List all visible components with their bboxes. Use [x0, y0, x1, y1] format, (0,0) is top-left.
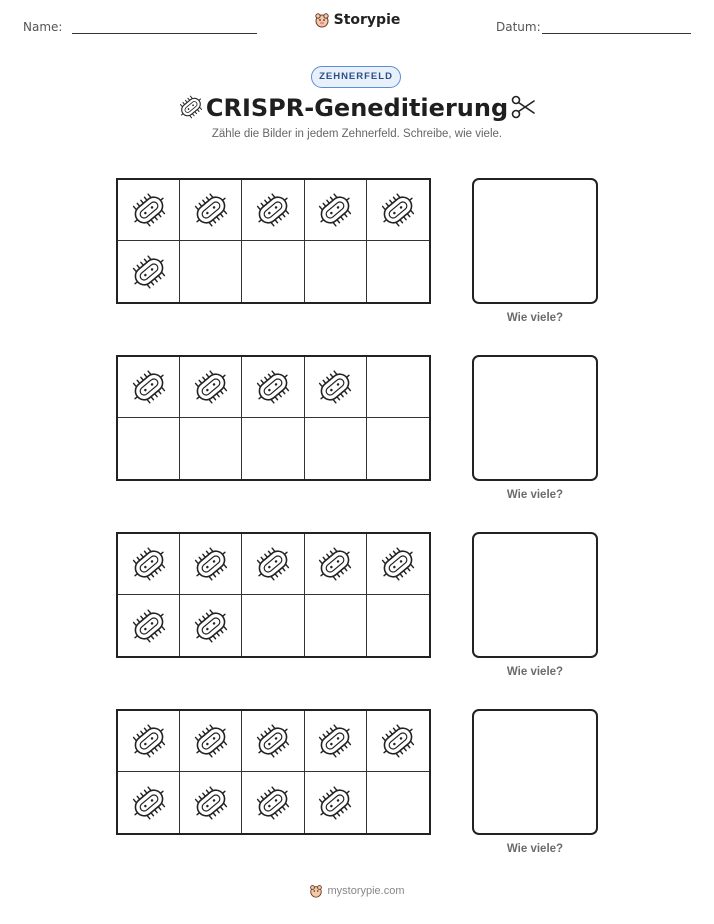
bacterium-icon	[316, 191, 354, 229]
bacterium-icon	[130, 722, 168, 760]
brand-logo	[0, 12, 714, 33]
ten-frame-cell	[305, 241, 367, 302]
date-label: Datum:	[496, 20, 541, 34]
scissors-icon	[510, 94, 536, 125]
answer-label-2: Wie viele?	[506, 489, 564, 501]
ten-frame-3	[116, 532, 431, 658]
ten-frame-cell	[305, 534, 367, 595]
ten-frame-cell	[305, 180, 367, 241]
bacterium-icon	[254, 191, 292, 229]
ten-frame-cell	[118, 180, 180, 241]
ten-frame-1	[116, 178, 431, 304]
answer-box-3[interactable]	[472, 532, 598, 658]
bacterium-icon	[254, 722, 292, 760]
ten-frame-cell	[367, 772, 429, 833]
ten-frame-cell	[367, 595, 429, 656]
ten-frame-cell	[305, 418, 367, 479]
bacterium-icon	[316, 722, 354, 760]
bacterium-icon	[130, 368, 168, 406]
ten-frame-cell	[118, 534, 180, 595]
bacterium-icon	[254, 784, 292, 822]
ten-frame-cell	[367, 357, 429, 418]
ten-frame-cell	[242, 772, 304, 833]
ten-frame-cell	[242, 711, 304, 772]
bacterium-icon	[316, 368, 354, 406]
bacterium-icon	[130, 607, 168, 645]
bacterium-icon	[130, 191, 168, 229]
ten-frame-cell	[242, 534, 304, 595]
brand-name: Storypie	[333, 12, 401, 28]
ten-frame-cell	[118, 772, 180, 833]
name-line[interactable]	[72, 33, 257, 34]
answer-box-1[interactable]	[472, 178, 598, 304]
storypie-mascot-icon	[314, 12, 330, 28]
ten-frame-cell	[118, 418, 180, 479]
ten-frame-cell	[118, 241, 180, 302]
ten-frame-cell	[242, 180, 304, 241]
ten-frame-2	[116, 355, 431, 481]
answer-label-3: Wie viele?	[506, 666, 564, 678]
ten-frame-cell	[118, 595, 180, 656]
date-line[interactable]	[542, 33, 691, 34]
bacterium-icon	[192, 607, 230, 645]
ten-frame-cell	[180, 357, 242, 418]
ten-frame-cell	[305, 711, 367, 772]
ten-frame-cell	[367, 418, 429, 479]
answer-box-2[interactable]	[472, 355, 598, 481]
ten-frame-cell	[180, 534, 242, 595]
ten-frame-cell	[180, 418, 242, 479]
ten-frame-cell	[367, 711, 429, 772]
ten-frame-cell	[367, 241, 429, 302]
ten-frame-cell	[180, 772, 242, 833]
bacterium-icon	[192, 545, 230, 583]
ten-frame-cell	[305, 772, 367, 833]
ten-frame-cell	[305, 595, 367, 656]
answer-box-4[interactable]	[472, 709, 598, 835]
instructions: Zähle die Bilder in jedem Zehnerfeld. Schreibe, wie viele.	[211, 128, 503, 140]
ten-frame-cell	[180, 711, 242, 772]
ten-frame-cell	[367, 180, 429, 241]
bacterium-icon	[316, 784, 354, 822]
bacterium-icon	[130, 784, 168, 822]
storypie-mascot-icon	[309, 884, 323, 898]
bacterium-icon	[130, 545, 168, 583]
bacterium-icon	[192, 722, 230, 760]
bacterium-icon	[192, 191, 230, 229]
ten-frame-cell	[180, 595, 242, 656]
ten-frame-cell	[242, 357, 304, 418]
answer-label-4: Wie viele?	[506, 843, 564, 855]
page-title: CRISPR-Geneditierung	[205, 94, 509, 122]
name-label: Name:	[23, 20, 63, 34]
worksheet-type-badge: ZEHNERFELD	[311, 66, 401, 88]
ten-frame-cell	[242, 418, 304, 479]
ten-frame-cell	[118, 357, 180, 418]
ten-frame-4	[116, 709, 431, 835]
ten-frame-cell	[305, 357, 367, 418]
ten-frame-cell	[242, 595, 304, 656]
title-row	[0, 92, 714, 126]
bacterium-icon	[254, 368, 292, 406]
bacterium-icon	[254, 545, 292, 583]
bacterium-icon	[130, 253, 168, 291]
bacterium-icon	[316, 545, 354, 583]
bacterium-icon	[379, 545, 417, 583]
bacterium-icon	[192, 368, 230, 406]
footer	[0, 884, 714, 901]
footer-url: mystorypie.com	[327, 885, 405, 897]
ten-frame-cell	[118, 711, 180, 772]
ten-frame-cell	[180, 241, 242, 302]
bacterium-icon	[379, 722, 417, 760]
bacterium-icon	[379, 191, 417, 229]
ten-frame-cell	[367, 534, 429, 595]
ten-frame-cell	[180, 180, 242, 241]
ten-frame-cell	[242, 241, 304, 302]
answer-label-1: Wie viele?	[506, 312, 564, 324]
bacterium-icon	[192, 784, 230, 822]
